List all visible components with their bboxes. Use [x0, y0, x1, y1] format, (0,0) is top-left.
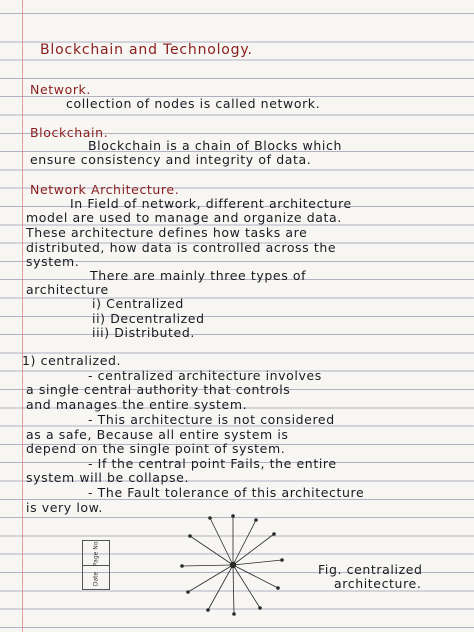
figure-caption-line-2: architecture.	[334, 576, 422, 591]
network-heading: Network.	[30, 82, 91, 97]
architecture-type-2: ii) Decentralized	[92, 311, 205, 326]
centralized-line-9: - The Fault tolerance of this architecture	[88, 485, 365, 500]
architecture-line-1: In Field of network, different architecture	[70, 196, 352, 211]
architecture-line-6: There are mainly three types of	[90, 268, 307, 283]
architecture-heading: Network Architecture.	[30, 182, 180, 197]
margin-line	[22, 0, 23, 632]
figure-caption-line-1: Fig. centralized	[318, 562, 423, 577]
architecture-line-7: architecture	[26, 282, 109, 297]
stamp-page-cell	[83, 541, 109, 566]
stamp-date-cell	[83, 566, 109, 591]
centralized-line-8: system will be collapse.	[26, 470, 190, 485]
blockchain-heading: Blockchain.	[30, 125, 109, 140]
stamp-date-label: Date	[92, 571, 100, 586]
architecture-line-4: distributed, how data is controlled across the	[26, 240, 337, 255]
architecture-type-3: iii) Distributed.	[92, 325, 195, 340]
page-title: Blockchain and Technology.	[40, 42, 253, 58]
stamp-page-label: Page No.	[92, 539, 100, 567]
centralized-line-7: - If the central point Fails, the entire	[88, 456, 337, 471]
architecture-line-2: model are used to manage and organize data.	[26, 210, 342, 225]
diagram-nodes	[180, 514, 284, 616]
centralized-line-2: a single central authority that controls	[26, 382, 291, 397]
architecture-line-5: system.	[26, 254, 80, 269]
network-line-1: collection of nodes is called network.	[66, 96, 321, 111]
centralized-line-4: - This architecture is not considered	[88, 412, 335, 427]
centralized-line-1: - centralized architecture involves	[88, 368, 322, 383]
architecture-type-1: i) Centralized	[92, 296, 184, 311]
centralized-line-3: and manages the entire system.	[26, 397, 248, 412]
page-date-stamp	[82, 540, 110, 590]
centralized-network-diagram	[178, 510, 288, 620]
centralized-heading: 1) centralized.	[22, 353, 122, 368]
blockchain-line-1: Blockchain is a chain of Blocks which	[88, 138, 342, 153]
centralized-line-10: is very low.	[26, 500, 103, 515]
architecture-line-3: These architecture defines how tasks are	[26, 225, 308, 240]
centralized-line-5: as a safe, Because all entire system is	[26, 427, 289, 442]
blockchain-line-2: ensure consistency and integrity of data.	[30, 152, 312, 167]
centralized-line-6: depend on the single point of system.	[26, 441, 286, 456]
